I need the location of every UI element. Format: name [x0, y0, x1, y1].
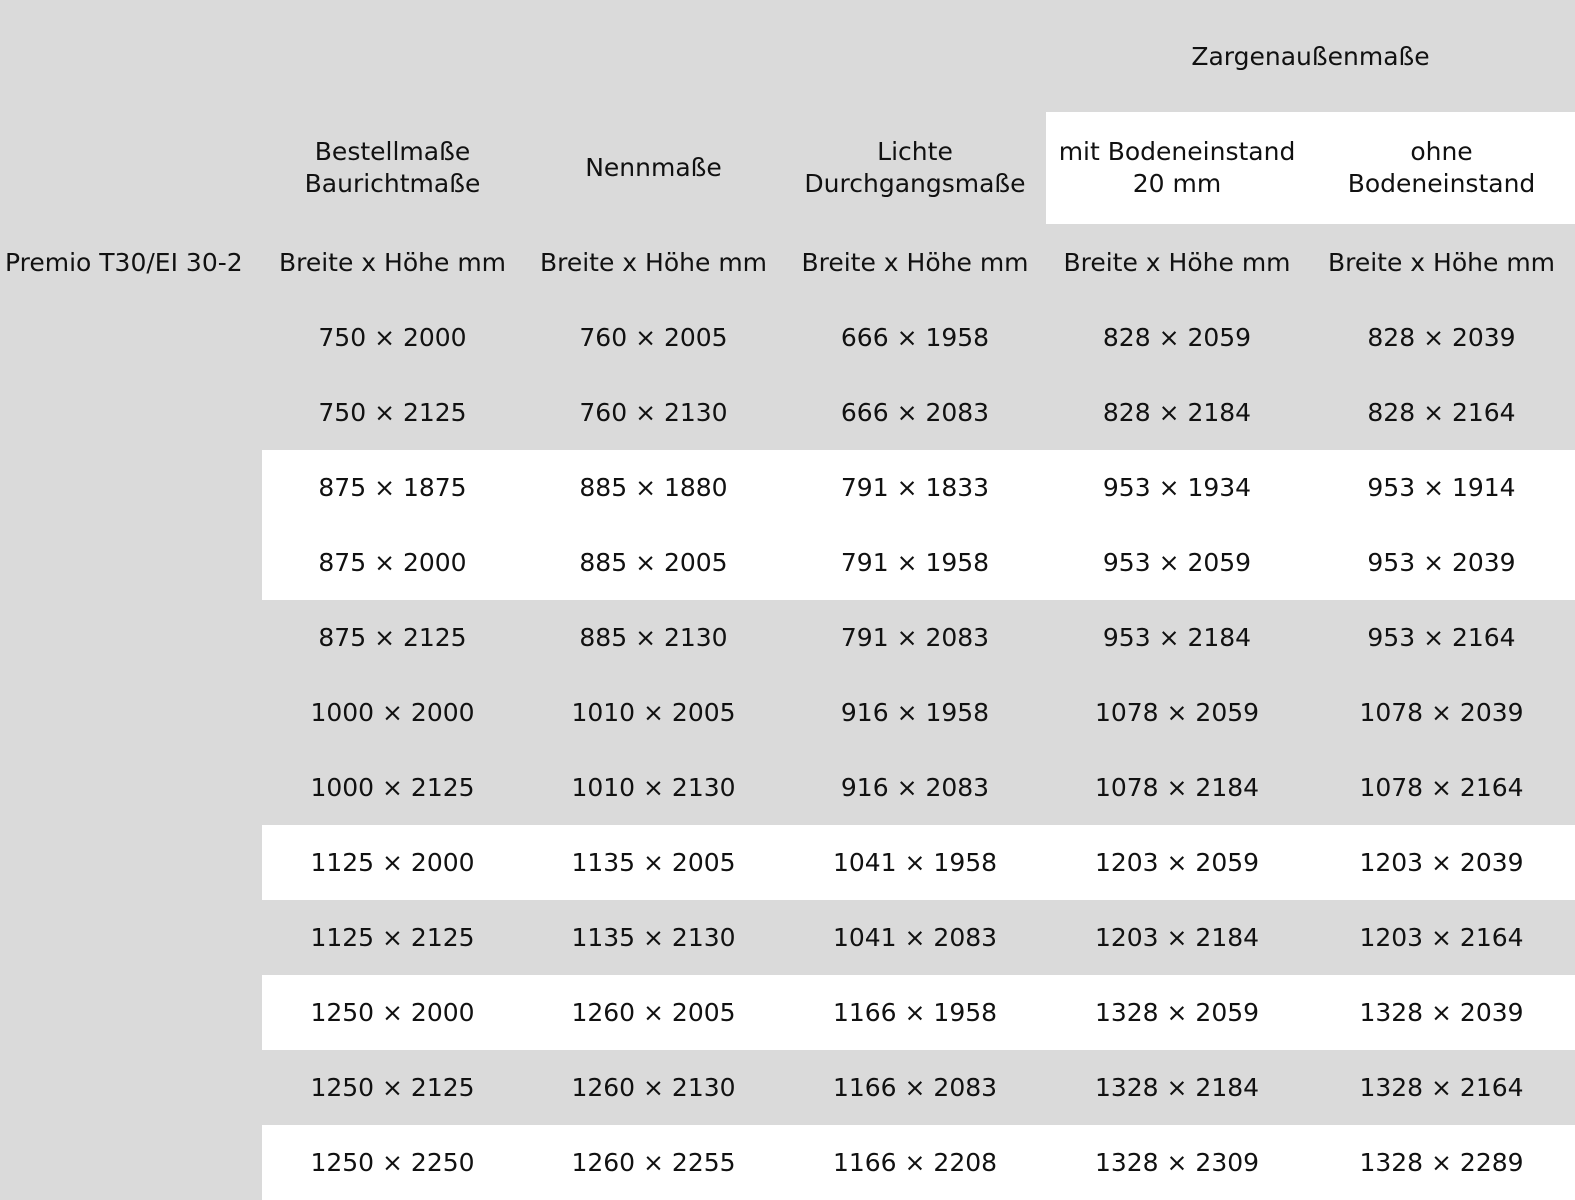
table-cell: 750 × 2000 — [318, 323, 467, 352]
col-header-line: Lichte — [877, 137, 953, 166]
col-header-lichte-durchgangsmasse — [784, 112, 1046, 224]
table-cell: 1328 × 2309 — [1046, 1125, 1308, 1200]
col-header-line: Durchgangsmaße — [804, 169, 1026, 198]
table-cell: 1203 × 2039 — [1308, 825, 1575, 900]
unit-label: Breite x Höhe mm — [1063, 247, 1291, 277]
table-cell: 666 × 2083 — [840, 398, 990, 427]
col-header-line: ohne — [1410, 137, 1473, 166]
table-cell: 1250 × 2000 — [262, 975, 523, 1050]
table-cell: 760 × 2130 — [579, 398, 728, 427]
product-label: Premio T30/EI 30-2 — [5, 247, 243, 277]
unit-label: Breite x Höhe mm — [278, 247, 507, 277]
table-cell: 916 × 1958 — [840, 698, 990, 727]
table-cell: 750 × 2125 — [318, 398, 467, 427]
table-cell: 1010 × 2130 — [571, 773, 736, 802]
table-cell: 916 × 2083 — [840, 773, 990, 802]
table-cell: 875 × 2125 — [318, 623, 467, 652]
table-row — [0, 450, 1575, 525]
table-cell: 1203 × 2184 — [1094, 923, 1260, 952]
table-cell: 953 × 1934 — [1046, 450, 1308, 525]
table-cell: 1203 × 2059 — [1046, 825, 1308, 900]
unit-row — [0, 224, 1575, 300]
table-cell: 1078 × 2184 — [1094, 773, 1260, 802]
table-cell: 1328 × 2039 — [1308, 975, 1575, 1050]
table-cell: 875 × 1875 — [262, 450, 523, 525]
table-cell: 1135 × 2005 — [523, 825, 784, 900]
col-header-line: Nennmaße — [585, 153, 722, 182]
table-cell: 1260 × 2005 — [523, 975, 784, 1050]
table-cell: 828 × 2059 — [1102, 323, 1252, 352]
table-cell: 1135 × 2130 — [571, 923, 736, 952]
table-row — [0, 300, 1575, 375]
table-row — [0, 975, 1575, 1050]
table-cell: 1000 × 2000 — [310, 698, 475, 727]
table-row — [0, 675, 1575, 750]
unit-label: Breite x Höhe mm — [539, 247, 768, 277]
table-row — [0, 600, 1575, 675]
table-cell: 1078 × 2164 — [1359, 773, 1524, 802]
table-cell: 953 × 2184 — [1102, 623, 1252, 652]
table-cell: 1328 × 2184 — [1094, 1073, 1260, 1102]
unit-label: Breite x Höhe mm — [1327, 247, 1556, 277]
table-cell: 1166 × 1958 — [784, 975, 1046, 1050]
col-header-line: Baurichtmaße — [304, 169, 481, 198]
group-header-row — [0, 0, 1575, 112]
table-cell: 1260 × 2130 — [571, 1073, 736, 1102]
table-cell: 1328 × 2289 — [1308, 1125, 1575, 1200]
table-cell: 953 × 2164 — [1367, 623, 1516, 652]
table-cell: 885 × 2005 — [523, 525, 784, 600]
col-header-nennmasse — [523, 112, 784, 224]
table-row — [0, 750, 1575, 825]
col-header-line: 20 mm — [1132, 169, 1222, 198]
table-cell: 791 × 1958 — [784, 525, 1046, 600]
table-cell: 760 × 2005 — [579, 323, 728, 352]
table-cell: 1125 × 2125 — [310, 923, 475, 952]
col-header-line: Bestellmaße — [314, 137, 471, 166]
table-row — [0, 375, 1575, 450]
table-cell: 828 × 2184 — [1102, 398, 1252, 427]
table-cell: 1250 × 2250 — [262, 1125, 523, 1200]
table-row — [0, 825, 1575, 900]
table-cell: 885 × 1880 — [523, 450, 784, 525]
table-cell: 1166 × 2208 — [784, 1125, 1046, 1200]
table-row — [0, 900, 1575, 975]
table-cell: 1166 × 2083 — [832, 1073, 998, 1102]
group-header-zargenaussenmasse: Zargenaußenmaße — [1191, 41, 1430, 71]
table-cell: 1041 × 2083 — [832, 923, 998, 952]
table-cell: 953 × 2059 — [1046, 525, 1308, 600]
table-cell: 885 × 2130 — [579, 623, 728, 652]
table-cell: 1041 × 1958 — [784, 825, 1046, 900]
table-cell: 828 × 2039 — [1367, 323, 1516, 352]
table-cell: 666 × 1958 — [840, 323, 990, 352]
table-cell: 1203 × 2164 — [1359, 923, 1524, 952]
table-cell: 875 × 2000 — [262, 525, 523, 600]
table-cell: 1328 × 2164 — [1359, 1073, 1524, 1102]
table-cell: 1000 × 2125 — [310, 773, 475, 802]
table-cell: 1125 × 2000 — [262, 825, 523, 900]
column-header-row — [0, 112, 1575, 224]
table-cell: 1078 × 2059 — [1094, 698, 1260, 727]
table-cell: 828 × 2164 — [1367, 398, 1516, 427]
table-row — [0, 525, 1575, 600]
table-row — [0, 1050, 1575, 1125]
table-cell: 1250 × 2125 — [310, 1073, 475, 1102]
table-row — [0, 1125, 1575, 1200]
table-cell: 1078 × 2039 — [1359, 698, 1524, 727]
col-header-mit-bodeneinstand — [1046, 112, 1308, 224]
table-cell: 1260 × 2255 — [523, 1125, 784, 1200]
col-header-bestellmasse — [262, 112, 523, 224]
table-cell: 791 × 2083 — [840, 623, 990, 652]
table-cell: 1328 × 2059 — [1046, 975, 1308, 1050]
table-cell: 1010 × 2005 — [571, 698, 736, 727]
table-cell: 791 × 1833 — [784, 450, 1046, 525]
col-header-ohne-bodeneinstand — [1308, 112, 1575, 224]
table-cell: 953 × 2039 — [1308, 525, 1575, 600]
table-cell: 953 × 1914 — [1308, 450, 1575, 525]
col-header-line: mit Bodeneinstand — [1058, 137, 1296, 166]
col-header-line: Bodeneinstand — [1347, 169, 1536, 198]
unit-label: Breite x Höhe mm — [801, 247, 1029, 277]
